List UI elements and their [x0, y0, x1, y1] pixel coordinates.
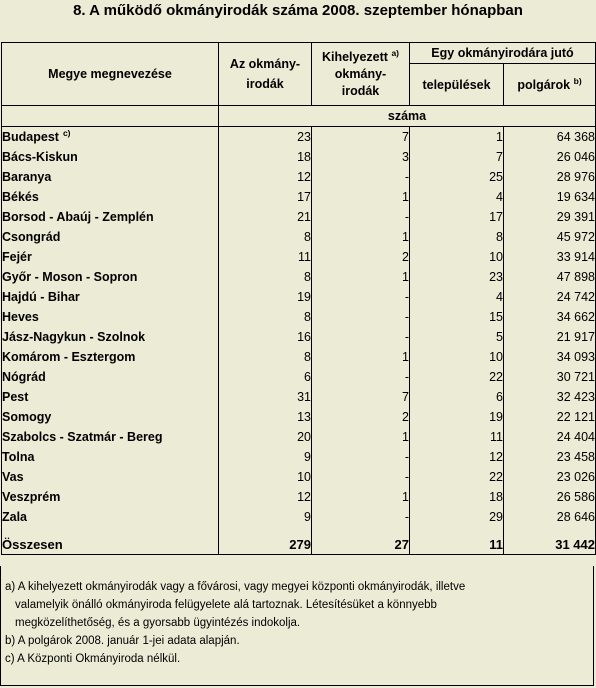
citizens-per-office: 23 026 [504, 467, 596, 487]
outposts-count: - [312, 367, 410, 387]
outposts-count: 1 [312, 227, 410, 247]
settlements-per-office: 22 [410, 467, 504, 487]
outposts-count: 1 [312, 347, 410, 367]
offices-count: 13 [219, 407, 312, 427]
footnote-a-line3: megközelíthetőség, és a gyorsabb ügyintézés indokolja. [15, 617, 301, 629]
citizens-per-office: 28 976 [504, 167, 596, 187]
citizens-per-office: 24 742 [504, 287, 596, 307]
footnote-c: c) A Központi Okmányiroda nélkül. [5, 653, 181, 665]
total-outposts: 27 [312, 527, 410, 555]
table-row [2, 207, 596, 227]
settlements-per-office: 29 [410, 507, 504, 527]
settlements-per-office: 12 [410, 447, 504, 467]
settlements-per-office: 25 [410, 167, 504, 187]
table-row [2, 167, 596, 187]
outposts-count: - [312, 507, 410, 527]
table-row [2, 147, 596, 167]
footnotes [0, 566, 594, 686]
settlements-per-office: 1 [410, 127, 504, 147]
offices-count: 21 [219, 207, 312, 227]
offices-count: 19 [219, 287, 312, 307]
citizens-per-office: 22 121 [504, 407, 596, 427]
offices-count: 31 [219, 387, 312, 407]
citizens-per-office: 26 046 [504, 147, 596, 167]
county-name: Komárom - Esztergom [2, 347, 219, 367]
county-name: Hajdú - Bihar [2, 287, 219, 307]
citizens-per-office: 34 093 [504, 347, 596, 367]
settlements-per-office: 11 [410, 427, 504, 447]
table-row [2, 467, 596, 487]
citizens-per-office: 29 391 [504, 207, 596, 227]
offices-count: 12 [219, 167, 312, 187]
offices-header: Az okmány- irodák [219, 43, 312, 106]
table-row [2, 247, 596, 267]
outposts-count: 1 [312, 267, 410, 287]
county-name: Jász-Nagykun - Szolnok [2, 327, 219, 347]
outposts-count: - [312, 167, 410, 187]
offices-count: 6 [219, 367, 312, 387]
table-body [2, 127, 596, 527]
outposts-count: - [312, 467, 410, 487]
county-header-blank [2, 106, 219, 127]
table-row [2, 427, 596, 447]
table-row [2, 347, 596, 367]
settlements-per-office: 10 [410, 247, 504, 267]
county-name: Borsod - Abaúj - Zemplén [2, 207, 219, 227]
table-row [2, 127, 596, 147]
outposts-count: 7 [312, 127, 410, 147]
offices-count: 17 [219, 187, 312, 207]
table-row [2, 287, 596, 307]
settlements-per-office: 10 [410, 347, 504, 367]
citizens-per-office: 26 586 [504, 487, 596, 507]
county-name: Somogy [2, 407, 219, 427]
county-name: Szabolcs - Szatmár - Bereg [2, 427, 219, 447]
settlements-header: települések [410, 64, 504, 106]
offices-count: 8 [219, 307, 312, 327]
table-row [2, 507, 596, 527]
settlements-per-office: 4 [410, 287, 504, 307]
table-row [2, 367, 596, 387]
offices-count: 8 [219, 267, 312, 287]
county-name: Csongrád [2, 227, 219, 247]
outposts-header: Kihelyezett $^{a)}$ okmány- irodák [312, 43, 410, 106]
county-name: Bács-Kiskun [2, 147, 219, 167]
total-settlements: 11 [410, 527, 504, 555]
footnote-b: b) A polgárok 2008. január 1-jei adata alapján. [5, 635, 240, 647]
settlements-per-office: 15 [410, 307, 504, 327]
citizens-per-office: 21 917 [504, 327, 596, 347]
settlements-per-office: 6 [410, 387, 504, 407]
table-row [2, 387, 596, 407]
offices-count: 9 [219, 447, 312, 467]
total-row [2, 527, 596, 555]
citizens-per-office: 64 368 [504, 127, 596, 147]
settlements-per-office: 22 [410, 367, 504, 387]
county-name: Budapest $^{c)}$ [2, 127, 219, 147]
settlements-per-office: 19 [410, 407, 504, 427]
outposts-count: 1 [312, 487, 410, 507]
total-citizens: 31 442 [504, 527, 596, 555]
data-table [1, 42, 596, 555]
citizens-per-office: 23 458 [504, 447, 596, 467]
outposts-count: 2 [312, 247, 410, 267]
county-name: Vas [2, 467, 219, 487]
citizens-per-office: 19 634 [504, 187, 596, 207]
footnote-a-line2: valamelyik önálló okmányiroda felügyelete alá tartoznak. Létesítésüket a könnyebb [15, 599, 437, 611]
table-row [2, 327, 596, 347]
table-title: 8. A működő okmányirodák száma 2008. szeptember hónapban [73, 2, 523, 19]
total-offices: 279 [219, 527, 312, 555]
outposts-count: - [312, 287, 410, 307]
outposts-count: - [312, 307, 410, 327]
total-label: Összesen [2, 527, 219, 555]
county-name: Győr - Moson - Sopron [2, 267, 219, 287]
offices-count: 11 [219, 247, 312, 267]
citizens-per-office: 47 898 [504, 267, 596, 287]
settlements-per-office: 4 [410, 187, 504, 207]
citizens-per-office: 28 646 [504, 507, 596, 527]
outposts-count: - [312, 447, 410, 467]
offices-count: 8 [219, 227, 312, 247]
county-name: Fejér [2, 247, 219, 267]
settlements-per-office: 8 [410, 227, 504, 247]
citizens-per-office: 33 914 [504, 247, 596, 267]
offices-count: 20 [219, 427, 312, 447]
outposts-count: 2 [312, 407, 410, 427]
table-row [2, 447, 596, 467]
county-name: Békés [2, 187, 219, 207]
footnote-a-line1: a) A kihelyezett okmányirodák vagy a fővárosi, vagy megyei központi okmányirodák, illetve [5, 581, 466, 593]
offices-count: 18 [219, 147, 312, 167]
table-row [2, 407, 596, 427]
citizens-header: polgárok $^{b)}$ [504, 64, 596, 106]
citizens-per-office: 24 404 [504, 427, 596, 447]
county-name: Baranya [2, 167, 219, 187]
outposts-count: - [312, 207, 410, 227]
outposts-count: 7 [312, 387, 410, 407]
outposts-count: - [312, 327, 410, 347]
offices-count: 12 [219, 487, 312, 507]
settlements-per-office: 18 [410, 487, 504, 507]
county-header: Megye megnevezése [2, 43, 219, 106]
county-name: Pest [2, 387, 219, 407]
outposts-count: 3 [312, 147, 410, 167]
table-row [2, 267, 596, 287]
table-row [2, 487, 596, 507]
county-name: Zala [2, 507, 219, 527]
table-row [2, 307, 596, 327]
county-name: Tolna [2, 447, 219, 467]
settlements-per-office: 23 [410, 267, 504, 287]
offices-count: 8 [219, 347, 312, 367]
county-name: Veszprém [2, 487, 219, 507]
offices-count: 23 [219, 127, 312, 147]
county-name: Nógrád [2, 367, 219, 387]
citizens-per-office: 45 972 [504, 227, 596, 247]
table-row [2, 227, 596, 247]
outposts-count: 1 [312, 427, 410, 447]
table-header [2, 43, 596, 127]
settlements-per-office: 7 [410, 147, 504, 167]
citizens-per-office: 34 662 [504, 307, 596, 327]
count-label: száma [219, 106, 596, 127]
table-row [2, 187, 596, 207]
offices-count: 16 [219, 327, 312, 347]
citizens-per-office: 30 721 [504, 367, 596, 387]
outposts-count: 1 [312, 187, 410, 207]
offices-count: 9 [219, 507, 312, 527]
citizens-per-office: 32 423 [504, 387, 596, 407]
settlements-per-office: 17 [410, 207, 504, 227]
settlements-per-office: 5 [410, 327, 504, 347]
county-name: Heves [2, 307, 219, 327]
offices-count: 10 [219, 467, 312, 487]
per-office-header: Egy okmányirodára jutó [410, 43, 596, 64]
